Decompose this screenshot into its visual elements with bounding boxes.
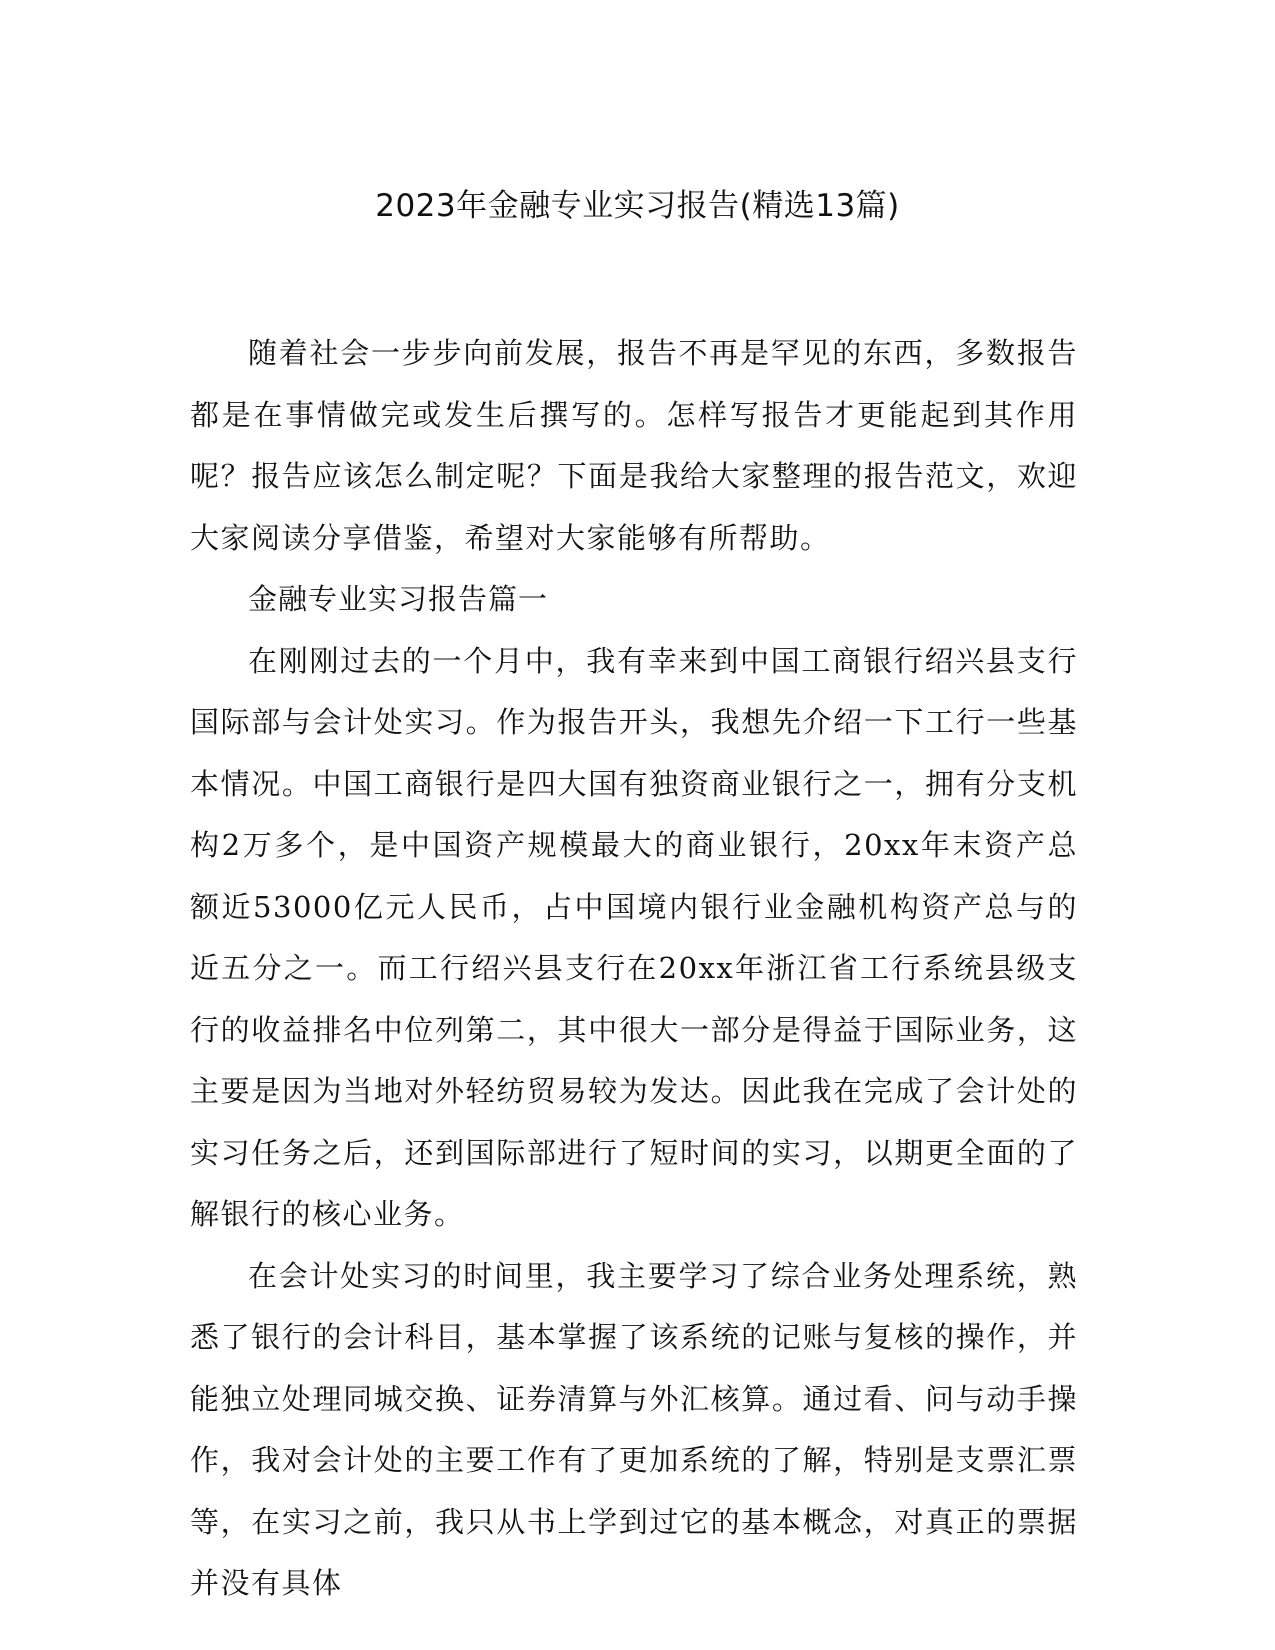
body-paragraph: 在刚刚过去的一个月中，我有幸来到中国工商银行绍兴县支行国际部与会计处实习。作为报告开头，我想先介绍一下工行一些基本情况。中国工商银行是四大国有独资商业银行之一，拥有分支机构2万多个，是中国资产规模最大的商业银行，20xx年末资产总额近53000亿元人民币，占中国境内银行业金融机构资产总与的近五分之一。而工行绍兴县支行在20xx年浙江省工行系统县级支行的收益排名中位列第二，其中很大一部分是得益于国际业务，这主要是因为当地对外轻纺贸易较为发达。因此我在完成了会计处的实习任务之后，还到国际部进行了短时间的实习，以期更全面的了解银行的核心业务。 [190,643,1078,1231]
body-paragraph: 在会计处实习的时间里，我主要学习了综合业务处理系统，熟悉了银行的会计科目，基本掌握了该系统的记账与复核的操作，并能独立处理同城交换、证券清算与外汇核算。通过看、问与动手操作，我对会计处的主要工作有了更加系统的了解，特别是支票汇票等，在实习之前，我只从书上学到过它的基本概念，对真正的票据并没有具体 [190,1258,1078,1600]
intro-paragraph: 随着社会一步步向前发展，报告不再是罕见的东西，多数报告都是在事情做完或发生后撰写的。怎样写报告才更能起到其作用呢？报告应该怎么制定呢？下面是我给大家整理的报告范文，欢迎大家阅读分享借鉴，希望对大家能够有所帮助。 [190,336,1078,555]
document-body [190,323,1078,1615]
document-title: 2023年金融专业实习报告(精选13篇) [375,188,900,224]
section-heading: 金融专业实习报告篇一 [248,582,549,616]
